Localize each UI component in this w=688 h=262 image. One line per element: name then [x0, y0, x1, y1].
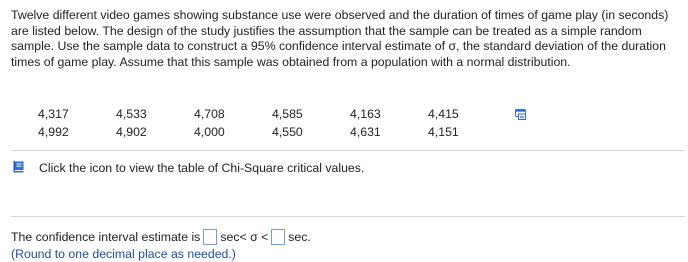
upper-unit-label: sec. — [288, 230, 311, 244]
answer-prefix: The confidence interval estimate is — [11, 230, 201, 244]
data-cell: 4,163 — [350, 107, 381, 121]
data-row — [38, 123, 506, 141]
data-cell: 4,902 — [116, 125, 147, 139]
data-cell: 4,151 — [428, 125, 459, 139]
data-cell: 4,585 — [272, 107, 303, 121]
upper-bound-input[interactable] — [271, 229, 285, 245]
sigma-inequality: < σ < — [239, 230, 269, 244]
data-cell: 4,000 — [194, 125, 225, 139]
answer-line — [11, 227, 311, 247]
data-table — [38, 105, 506, 141]
answer-divider — [11, 216, 685, 217]
copy-icon[interactable] — [515, 109, 526, 120]
book-icon[interactable] — [12, 160, 26, 174]
lower-bound-input[interactable] — [203, 229, 217, 245]
data-cell: 4,631 — [350, 125, 381, 139]
data-cell: 4,415 — [428, 107, 459, 121]
question-text: Twelve different video games showing substance use were observed and the duration of times of game play (in seconds) are listed below. The design of the study justifies the assumption that the sample can be treated as a simple random sample. Use the sample data to construct a 95% confidence interval estimate of σ, the standard deviation of the duration times of game play. Assume that this sample was obtained from a population with a normal distribution. — [11, 8, 669, 69]
section-divider — [11, 150, 685, 151]
rounding-hint: (Round to one decimal place as needed.) — [11, 247, 236, 261]
data-cell: 4,533 — [116, 107, 147, 121]
data-row — [38, 105, 506, 123]
data-cell: 4,317 — [38, 107, 69, 121]
data-cell: 4,550 — [272, 125, 303, 139]
data-cell: 4,708 — [194, 107, 225, 121]
chi-square-table-link[interactable]: Click the icon to view the table of Chi-Square critical values. — [39, 161, 365, 175]
data-cell: 4,992 — [38, 125, 69, 139]
lower-unit-label: sec — [220, 230, 240, 244]
